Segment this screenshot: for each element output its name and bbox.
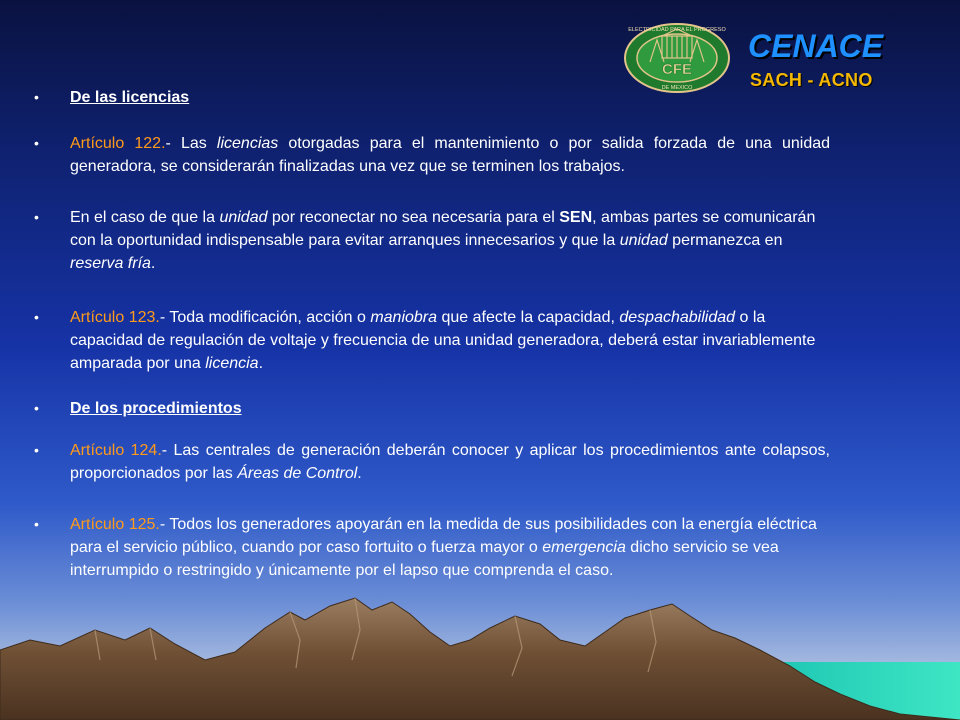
section-heading: De los procedimientos xyxy=(70,400,242,417)
text-run: - Las centrales de generación deberán conocer y aplicar los procedimientos ante colapsos, proporcionados por las xyxy=(70,442,830,482)
bullet-marker: • xyxy=(34,442,39,458)
emphasis: unidad xyxy=(219,209,268,226)
paragraph xyxy=(70,306,830,375)
text-run: . xyxy=(150,255,156,272)
bullet-item-articulo-123 xyxy=(34,306,830,375)
text-run: dicho servicio se vea interrumpido o restringido y únicamente por el lapso que comprenda el caso. xyxy=(70,539,779,579)
article-label: Artículo 124. xyxy=(70,442,162,459)
bullet-marker: • xyxy=(34,516,39,532)
text-run: otorgadas para el mantenimiento o por salida forzada de una unidad generadora, se considerarán finalizadas una vez que se terminen los trabajos. xyxy=(70,135,831,175)
bullet-marker: • xyxy=(34,209,39,225)
text-run: - Toda modificación, acción o xyxy=(159,309,371,326)
bullet-item-articulo-125 xyxy=(34,513,830,582)
logo-ring-top-text: ELECTRICIDAD PARA EL PROGRESO xyxy=(628,27,726,33)
bold-term: SEN xyxy=(559,209,593,226)
text-run: - Todos los generadores apoyarán en la medida de sus posibilidades con la energía eléctrica para el servicio público, cuando por caso fortuito o fuerza mayor o xyxy=(70,516,817,556)
text-run: , ambas partes se comunicarán con la oportunidad indispensable para evitar arranques innecesarios y que la xyxy=(70,209,816,249)
text-run: En el caso de que la xyxy=(70,209,220,226)
brand-subtitle: SACH - ACNO xyxy=(750,70,873,90)
text-run: - Las xyxy=(165,135,217,152)
bullet-item-procedimientos-heading xyxy=(34,397,830,420)
paragraph xyxy=(70,513,830,582)
emphasis: emergencia xyxy=(542,539,626,556)
article-label: Artículo 122. xyxy=(70,135,166,152)
text-run: o la capacidad de regulación de voltaje y frecuencia de una unidad generadora, deberá estar invariablemente amparada por una xyxy=(70,309,816,372)
emphasis: unidad xyxy=(619,232,668,249)
article-label: Artículo 125. xyxy=(70,516,160,533)
text-run: . xyxy=(258,355,264,372)
text-run: . xyxy=(357,465,362,482)
bullet-marker: • xyxy=(34,400,39,416)
text-run: que afecte la capacidad, xyxy=(437,309,620,326)
emphasis: licencias xyxy=(216,135,279,152)
text-run: permanezca en xyxy=(667,232,783,249)
paragraph xyxy=(70,132,830,178)
logo-center-text: CFE xyxy=(662,61,692,78)
bullet-marker: • xyxy=(34,135,39,151)
bullet-item-articulo-122 xyxy=(34,132,830,178)
cfe-logo xyxy=(622,22,732,94)
emphasis: maniobra xyxy=(370,309,438,326)
paragraph xyxy=(70,439,830,485)
logo-ring-bottom-text: DE MEXICO xyxy=(661,85,693,91)
paragraph xyxy=(70,206,830,275)
emphasis: reserva fría xyxy=(70,255,151,272)
bullet-item-licencias-heading xyxy=(34,86,830,109)
mountain-range xyxy=(0,598,960,720)
emphasis: despachabilidad xyxy=(619,309,736,326)
text-run: por reconectar no sea necesaria para el xyxy=(267,209,560,226)
emphasis: Áreas de Control xyxy=(237,465,358,482)
emphasis: licencia xyxy=(205,355,259,372)
bullet-item-articulo-124 xyxy=(34,439,830,485)
section-heading: De las licencias xyxy=(70,89,190,106)
brand-title: CENACE xyxy=(748,28,884,64)
bullet-marker: • xyxy=(34,89,39,105)
article-label: Artículo 123. xyxy=(70,309,160,326)
bullet-marker: • xyxy=(34,309,39,325)
bullet-item-reconexion xyxy=(34,206,830,275)
